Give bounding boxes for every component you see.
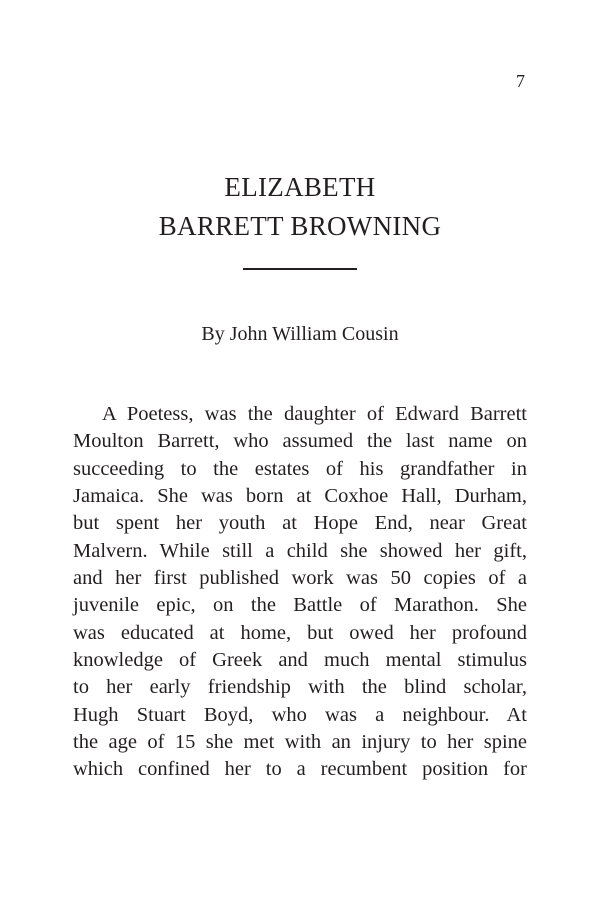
paragraph-line: was educated at home, but owed her profound xyxy=(73,621,527,644)
paragraph-line: but spent her youth at Hope End, near Great xyxy=(73,512,527,535)
chapter-title-line-1: ELIZABETH xyxy=(224,172,376,202)
paragraph-line: to her early friendship with the blind scholar, xyxy=(73,676,527,699)
paragraph-line: juvenile epic, on the Battle of Marathon. She xyxy=(73,594,527,617)
paragraph-line: succeeding to the estates of his grandfather in xyxy=(73,457,527,480)
body-paragraph xyxy=(73,401,527,784)
paragraph-line: Moulton Barrett, who assumed the last name on xyxy=(73,430,527,453)
paragraph-line: Malvern. While still a child she showed her gift, xyxy=(73,539,527,562)
chapter-title-line-2: BARRETT BROWNING xyxy=(158,211,442,241)
paragraph-line: and her first published work was 50 copies of a xyxy=(73,567,527,590)
paragraph-line: the age of 15 she met with an injury to her spine xyxy=(73,731,527,754)
paragraph-line: Hugh Stuart Boyd, who was a neighbour. At xyxy=(73,703,527,726)
paragraph-line: A Poetess, was the daughter of Edward Barrett xyxy=(102,403,527,425)
paragraph-line: knowledge of Greek and much mental stimulus xyxy=(73,649,527,672)
paragraph-line: which confined her to a recumbent position for xyxy=(73,758,527,781)
paragraph-line: Jamaica. She was born at Coxhoe Hall, Durham, xyxy=(73,485,527,508)
title-divider xyxy=(243,268,357,270)
author-byline: By John William Cousin xyxy=(201,323,399,345)
page-number: 7 xyxy=(516,71,525,91)
chapter-title xyxy=(0,168,600,246)
